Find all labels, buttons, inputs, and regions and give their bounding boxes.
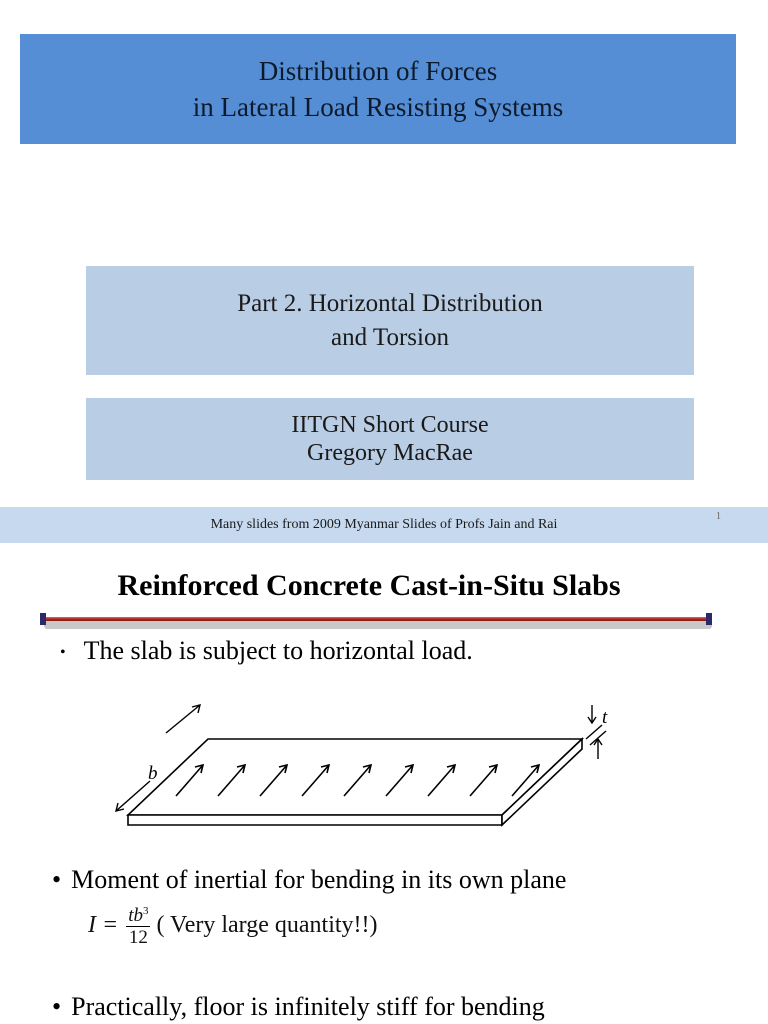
bullet-moment-of-inertia [52,865,566,895]
formula-note: ( Very large quantity!!) [156,911,378,938]
slide-title: Reinforced Concrete Cast-in-Situ Slabs [117,569,621,602]
formula-lhs: I = [88,911,119,938]
bullet-infinitely-stiff [52,992,545,1022]
title-band [20,34,736,144]
inertia-formula [88,901,378,949]
course-line-2: Gregory MacRae [307,440,473,466]
bullet-dot: • [60,644,66,662]
course-band [86,398,694,480]
bullet-2-text: Moment of inertial for bending in its own plane [71,865,567,894]
title-underline-rule [38,611,718,633]
bullet-dot: • [52,865,62,894]
label-t: t [602,707,608,728]
formula-num-text: tb [128,905,143,926]
formula-fraction [126,901,150,949]
part-band [86,266,694,375]
footer-text: Many slides from 2009 Myanmar Slides of Profs Jain and Rai [210,517,558,532]
slab-diagram [110,703,630,843]
formula-exponent: 3 [142,905,149,917]
content-slide [0,543,768,1024]
bullet-3-text: Practically, floor is infinitely stiff for bending [71,992,545,1021]
title-line-2: in Lateral Load Resisting Systems [192,92,564,122]
formula-denominator: 12 [128,927,148,948]
title-line-1: Distribution of Forces [258,56,498,86]
bullet-dot: • [52,992,62,1021]
course-line-1: IITGN Short Course [291,412,489,438]
label-b: b [148,763,158,784]
part-line-2: and Torsion [331,323,449,351]
bullet-horizontal-load [60,636,473,666]
bullet-1-text: The slab is subject to horizontal load. [83,636,473,665]
part-line-1: Part 2. Horizontal Distribution [237,289,543,317]
page-number: 1 [716,511,721,522]
formula-numerator [126,901,150,927]
footer-band [0,507,768,543]
